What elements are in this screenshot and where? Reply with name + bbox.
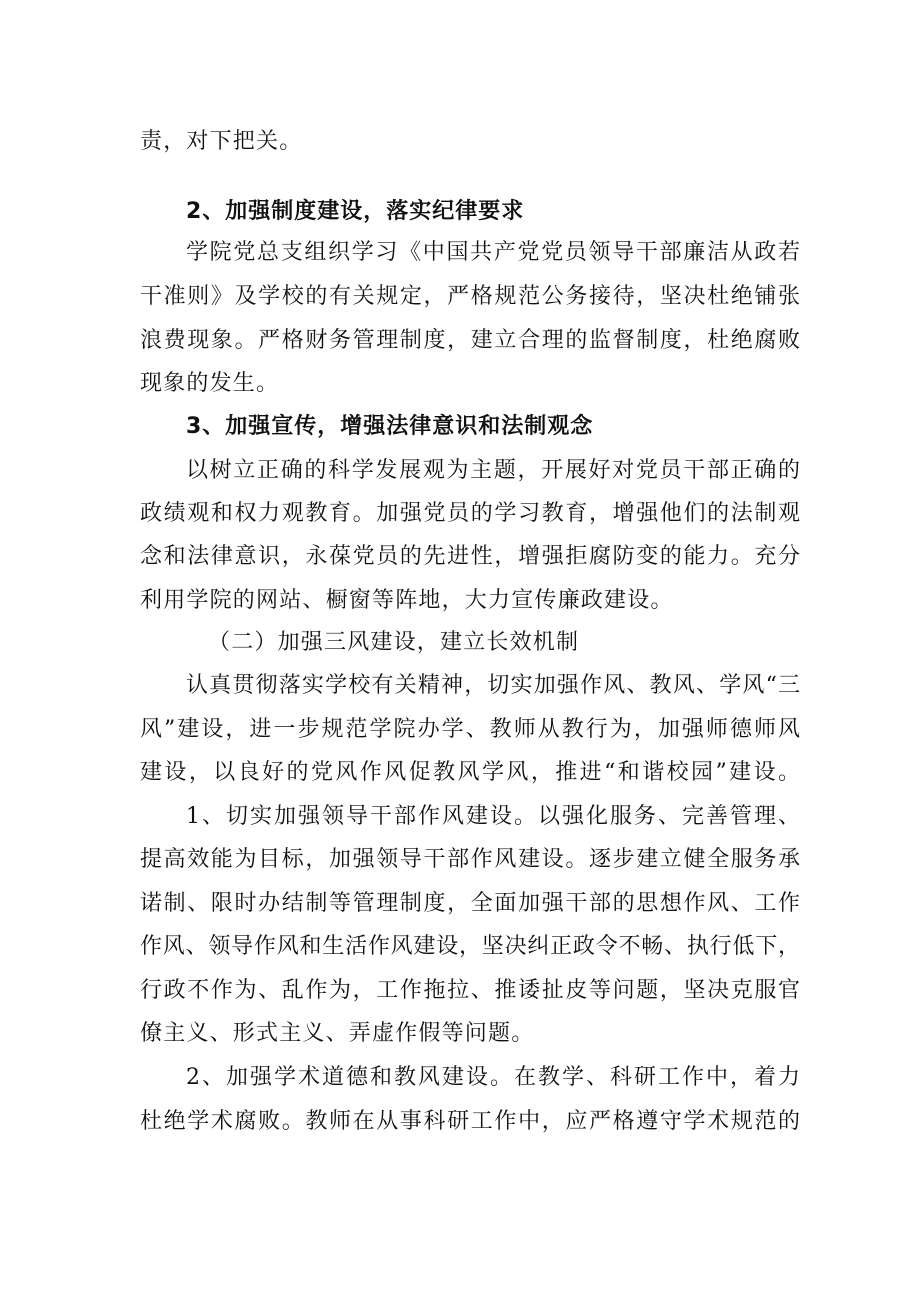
body-line: 诺制、限时办结制等管理制度，全面加强干部的思想作风、工作: [140, 891, 800, 916]
body-line: 干准则》及学校的有关规定，严格规范公务接待，坚决杜绝铺张: [140, 284, 800, 309]
body-line: 1、切实加强领导干部作风建设。以强化服务、完善管理、: [186, 804, 800, 829]
body-line: 建设，以良好的党风作风促教风学风，推进“和谐校园”建设。: [140, 760, 800, 785]
body-line: 念和法律意识，永葆党员的先进性，增强拒腐防变的能力。充分: [140, 544, 800, 569]
body-line: 作风、领导作风和生活作风建设，坚决纠正政令不畅、执行低下，: [140, 934, 800, 959]
body-line: 利用学院的网站、橱窗等阵地，大力宣传廉政建设。: [140, 588, 674, 613]
section-heading: 2、加强制度建设，落实纪律要求: [186, 199, 525, 224]
body-line: 以树立正确的科学发展观为主题，开展好对党员干部正确的: [186, 458, 800, 483]
section-heading: 3、加强宣传，增强法律意识和法制观念: [186, 414, 594, 439]
body-line: 学院党总支组织学习《中国共产党党员领导干部廉洁从政若: [186, 240, 800, 265]
body-line: 杜绝学术腐败。教师在从事科研工作中，应严格遵守学术规范的: [140, 1109, 800, 1134]
body-line: 责，对下把关。: [140, 129, 303, 154]
body-line: 僚主义、形式主义、弄虚作假等问题。: [140, 1021, 535, 1046]
body-line: 风”建设，进一步规范学院办学、教师从教行为，加强师德师风: [140, 717, 800, 742]
body-line: 行政不作为、乱作为，工作拖拉、推诿扯皮等问题，坚决克服官: [140, 978, 800, 1003]
body-line: 提高效能为目标，加强领导干部作风建设。逐步建立健全服务承: [140, 847, 800, 872]
body-line: 政绩观和权力观教育。加强党员的学习教育，增强他们的法制观: [140, 501, 800, 526]
subsection-heading: （二）加强三风建设，建立长效机制: [208, 630, 580, 655]
body-line: 现象的发生。: [140, 371, 280, 396]
body-line: 认真贯彻落实学校有关精神，切实加强作风、教风、学风“三: [186, 673, 800, 698]
body-line: 2、加强学术道德和教风建设。在教学、科研工作中，着力: [186, 1065, 800, 1090]
body-line: 浪费现象。严格财务管理制度，建立合理的监督制度，杜绝腐败: [140, 328, 800, 353]
